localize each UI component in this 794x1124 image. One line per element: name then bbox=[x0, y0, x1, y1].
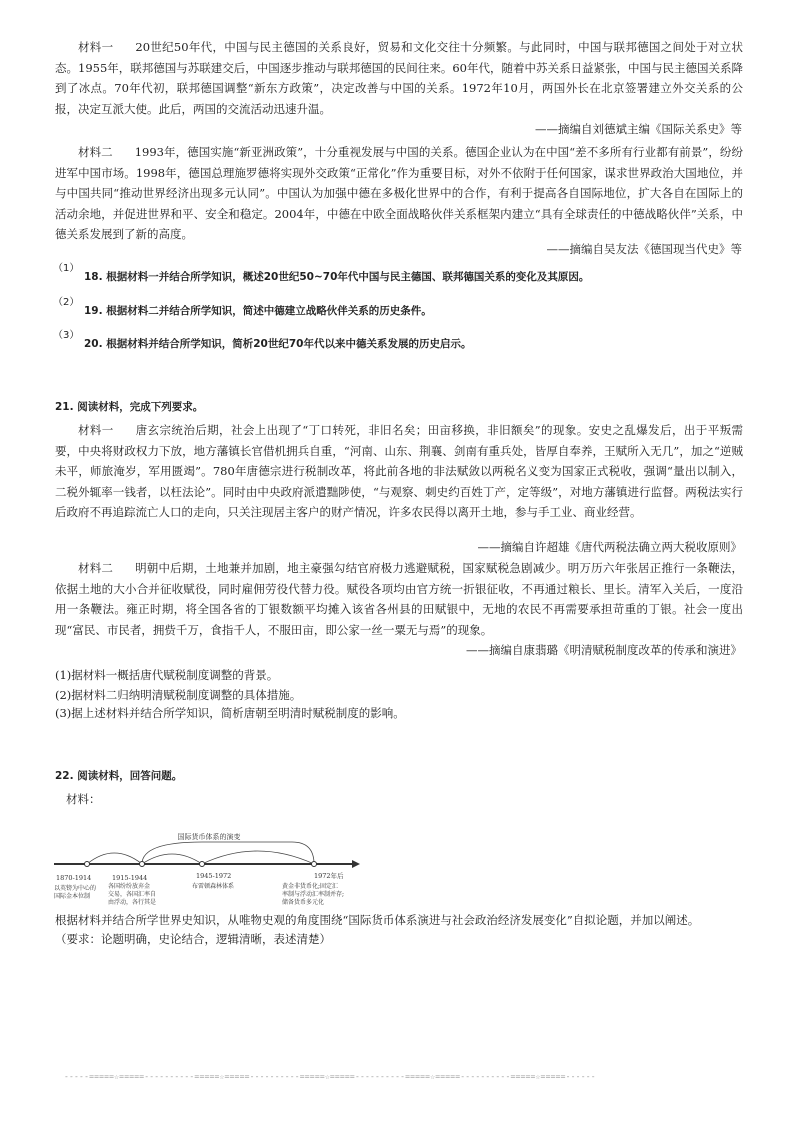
question-text: 20. 根据材料并结合所学知识，简析20世纪70年代以来中德关系发展的历史启示。 bbox=[84, 338, 472, 350]
timeline-desc: 由浮动，各行其是 bbox=[108, 899, 157, 906]
material-one-source: ——摘编自刘德斌主编《国际关系史》等 bbox=[535, 122, 742, 136]
timeline-arc bbox=[142, 854, 202, 864]
q22-requirement: （要求：论题明确，史论结合，逻辑清晰，表述清楚） bbox=[55, 932, 331, 946]
timeline-desc: 以英镑为中心的 bbox=[54, 885, 97, 892]
q21-sub-1: (1)据材料一概括唐代赋税制度调整的背景。 bbox=[55, 668, 279, 682]
q21-sub-3: (3)据上述材料并结合所学知识，简析唐朝至明清时赋税制度的影响。 bbox=[55, 706, 405, 720]
timeline-desc: 国际金本位制 bbox=[54, 893, 91, 900]
question-number: （3） bbox=[53, 330, 80, 341]
question-18 bbox=[53, 263, 590, 286]
q21-material-one-text: 唐玄宗统治后期，社会上出现了“丁口转死，非旧名矣；田亩移换，非旧额矣”的现象。安史之乱爆发后，出于平叛需要，中央将财政权力下放，地方藩镇长官借机拥兵自重，“河南、山东、荆襄、剑南有重兵处，皆厚自奉养，王赋所入无几”，加之“逆贼未平，师旅淹岁，军用匮竭”。780年唐德宗进行税制改革，将此前各地的非法赋敛以两税名义变为国家正式税收，强调“量出以制入，二税外辄率一钱者，以枉法论”。同时由中央政府派遣黜陟使，“与观察、刺史约百姓丁产，定等级”，对地方藩镇进行监督。两税法实行后政府不再追踪流亡人口的走向，只关注现居主客户的财产情况，许多农民得以离开土地，参与手工业、商业经营。 bbox=[55, 423, 743, 519]
timeline-node bbox=[312, 862, 317, 867]
q21-material-two-source: ——摘编自康翡璐《明清赋税制度改革的传承和演进》 bbox=[466, 643, 742, 657]
question-19 bbox=[53, 297, 432, 320]
timeline-year: 1945-1972 bbox=[196, 872, 232, 880]
timeline-year: 1972年后 bbox=[314, 872, 344, 880]
timeline-year: 1870-1914 bbox=[56, 874, 92, 882]
question-22-heading: 22. 阅读材料，回答问题。 bbox=[55, 770, 183, 782]
question-text: 18. 根据材料一并结合所学知识，概述20世纪50~70年代中国与民主德国、联邦德国关系的变化及其原因。 bbox=[84, 271, 590, 283]
question-number: （2） bbox=[53, 297, 80, 308]
monetary-system-timeline bbox=[52, 824, 364, 914]
material-two-source: ——摘编自吴友法《德国现当代史》等 bbox=[546, 242, 742, 256]
question-number: （1） bbox=[53, 263, 80, 274]
question-20 bbox=[53, 330, 472, 353]
timeline-desc: 布雷顿森林体系 bbox=[192, 883, 235, 890]
material-one-label: 材料一 bbox=[78, 40, 114, 54]
q21-material-two-text: 明朝中后期，土地兼并加剧，地主豪强勾结官府极力逃避赋税，国家赋税急剧减少。明万历六年张居正推行一条鞭法，依据土地的大小合并征收赋役，同时雇佣劳役代替力役。赋役各项均由官方统一折银征收，不再通过粮长、里长。清军入关后，一度沿用一条鞭法。雍正时期，将全国各省的丁银数额平均摊入该省各州县的田赋银中，无地的农民不再需要承担苛重的丁银。社会一度出现“富民、市民者，拥赀千万，食指千人，不服田亩，即公家一丝一粟无与焉”的现象。 bbox=[55, 561, 744, 637]
timeline-desc: 各国纷纷放弃金 bbox=[108, 883, 151, 890]
timeline-arc bbox=[202, 851, 314, 864]
question-21-heading: 21. 阅读材料，完成下列要求。 bbox=[55, 401, 204, 413]
material-two-label: 材料二 bbox=[78, 145, 113, 159]
q21-material-one-paragraph bbox=[55, 420, 743, 523]
q22-prompt: 根据材料并结合所学世界史知识，从唯物史观的角度围绕“国际货币体系演进与社会政治经济发展变化”自拟论题，并加以阐述。 bbox=[55, 913, 700, 927]
timeline-desc: 储备货币多元化 bbox=[282, 899, 325, 906]
material-two-paragraph bbox=[55, 142, 743, 245]
q21-material-one-label: 材料一 bbox=[78, 423, 114, 437]
timeline-desc: 交易，各国汇率自 bbox=[108, 891, 157, 898]
timeline-desc: 黄金非货币化;固定汇 bbox=[282, 883, 339, 890]
q22-material-label: 材料： bbox=[66, 792, 101, 806]
timeline-arrow bbox=[352, 860, 360, 868]
material-two-text: 1993年，德国实施“新亚洲政策”，十分重视发展与中国的关系。德国企业认为在中国“差不多所有行业都有前景”，纷纷进军中国市场。1998年，德国总理施罗德将实现外交政策“正常化”作为重要目标，对外不依附于任何国家，谋求世界政治大国地位，并与中国共同“推动世界经济出现多元认同”。中国认为加强中德在多极化世界中的合作，有利于提高各自国际地位，扩大各自在国际上的活动余地，并促进世界和平、安全和稳定。2004年，中德在中欧全面战略伙伴关系框架内建立“具有全球责任的中德战略伙伴”关系，中德关系发展到了新的高度。 bbox=[55, 145, 743, 241]
page-footer-divider: -----=====☆=====----------=====☆=====----------=====☆=====----------=====☆=====----------=====☆=====------ bbox=[64, 1072, 596, 1081]
timeline-arc bbox=[142, 842, 314, 864]
q21-material-one-source: ——摘编自许超雄《唐代两税法确立两大税收原则》 bbox=[477, 540, 742, 554]
q21-material-two-paragraph bbox=[55, 558, 743, 640]
timeline-year: 1915-1944 bbox=[112, 874, 148, 882]
timeline-node bbox=[200, 862, 205, 867]
timeline-node bbox=[140, 862, 145, 867]
q21-material-two-label: 材料二 bbox=[78, 561, 114, 575]
timeline-desc: 率制与浮动汇率制并存; bbox=[282, 891, 345, 898]
material-one-text: 20世纪50年代，中国与民主德国的关系良好，贸易和文化交往十分频繁。与此同时，中国与联邦德国之间处于对立状态。1955年，联邦德国与苏联建交后，中国逐步推动与联邦德国的民间往来。60年代，随着中苏关系日益紧张，中国与民主德国关系降到了冰点。70年代初，联邦德国调整“新东方政策”，决定改善与中国的关系。1972年10月，两国外长在北京签署建立外交关系的公报，决定互派大使。此后，两国的交流活动迅速升温。 bbox=[55, 40, 743, 116]
material-one-paragraph bbox=[55, 37, 743, 119]
timeline-arc bbox=[87, 853, 142, 864]
q21-sub-2: (2)据材料二归纳明清赋税制度调整的具体措施。 bbox=[55, 688, 302, 702]
timeline-title: 国际货币体系的演变 bbox=[177, 833, 241, 841]
timeline-node bbox=[85, 862, 90, 867]
question-text: 19. 根据材料二并结合所学知识，简述中德建立战略伙伴关系的历史条件。 bbox=[84, 305, 432, 317]
